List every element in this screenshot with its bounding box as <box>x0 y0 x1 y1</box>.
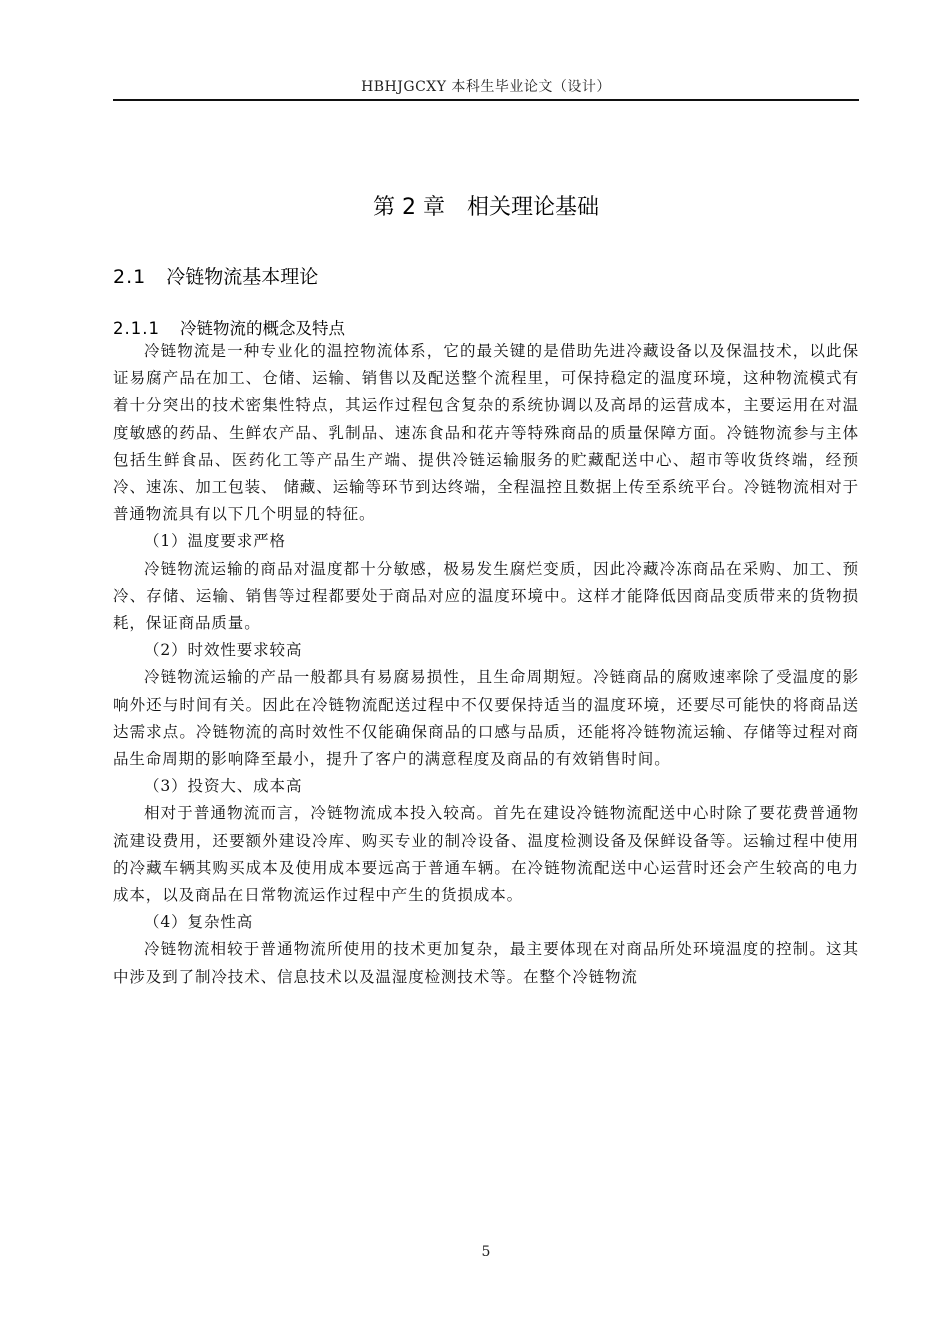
page-number: 5 <box>481 1244 491 1260</box>
chapter-title <box>113 190 859 221</box>
item-3-label: （3）投资大、成本高 <box>144 777 303 796</box>
section-title: 冷链物流基本理论 <box>166 266 319 288</box>
item-2-label: （2）时效性要求较高 <box>144 641 303 660</box>
header-divider <box>113 99 859 101</box>
paragraph-item-1: 冷链物流运输的商品对温度都十分敏感，极易发生腐烂变质，因此冷藏冷冻商品在采购、加工、预冷、存储、运输、销售等过程都要处于商品对应的温度环境中。这样才能降低因商品变质带来的货物损耗，保证商品质量。 <box>113 559 859 633</box>
paragraph-intro: 冷链物流是一种专业化的温控物流体系，它的最关键的是借助先进冷藏设备以及保温技术，以此保证易腐产品在加工、仓储、运输、销售以及配送整个流程里，可保持稳定的温度环境，这种物流模式有着十分突出的技术密集性特点，其运作过程包含复杂的系统协调以及高昂的运营成本，主要运用在对温度敏感的药品、生鲜农产品、乳制品、速冻食品和花卉等特殊商品的质量保障方面。冷链物流参与主体包括生鲜食品、医药化工等产品生产端、提供冷链运输服务的贮藏配送中心、超市等收货终端，经预冷、速冻、加工包装、 储藏、运输等环节到达终端，全程温控且数据上传至系统平台。冷链物流相对于普通物流具有以下几个明显的特征。 <box>113 342 859 524</box>
body-text <box>113 338 859 991</box>
paragraph-item-3: 相对于普通物流而言，冷链物流成本投入较高。首先在建设冷链物流配送中心时除了要花费普通物流建设费用，还要额外建设冷库、购买专业的制冷设备、温度检测设备及保鲜设备等。运输过程中使用的冷藏车辆其购买成本及使用成本要远高于普通车辆。在冷链物流配送中心运营时还会产生较高的电力成本，以及商品在日常物流运作过程中产生的货损成本。 <box>113 804 859 905</box>
subsection-number: 2.1.1 <box>113 319 160 338</box>
section-number: 2.1 <box>113 266 147 288</box>
chapter-number: 第 2 章 <box>373 195 445 220</box>
section-heading <box>113 262 318 289</box>
item-4-label: （4）复杂性高 <box>144 913 254 932</box>
paragraph-item-2: 冷链物流运输的产品一般都具有易腐易损性，且生命周期短。冷链商品的腐败速率除了受温度的影响外还与时间有关。因此在冷链物流配送过程中不仅要保持适当的温度环境，还要尽可能快的将商品送达需求点。冷链物流的高时效性不仅能确保商品的口感与品质，还能将冷链物流运输、存储等过程对商品生命周期的影响降至最小，提升了客户的满意程度及商品的有效销售时间。 <box>113 668 859 769</box>
chapter-name: 相关理论基础 <box>466 195 599 220</box>
paragraph-item-4: 冷链物流相较于普通物流所使用的技术更加复杂，最主要体现在对商品所处环境温度的控制。这其中涉及到了制冷技术、信息技术以及温湿度检测技术等。在整个冷链物流 <box>113 940 859 986</box>
subsection-heading <box>113 315 345 339</box>
running-header: HBHJGCXY 本科生毕业论文（设计） <box>361 79 611 95</box>
subsection-title: 冷链物流的概念及特点 <box>179 319 345 338</box>
item-1-label: （1）温度要求严格 <box>144 532 286 551</box>
